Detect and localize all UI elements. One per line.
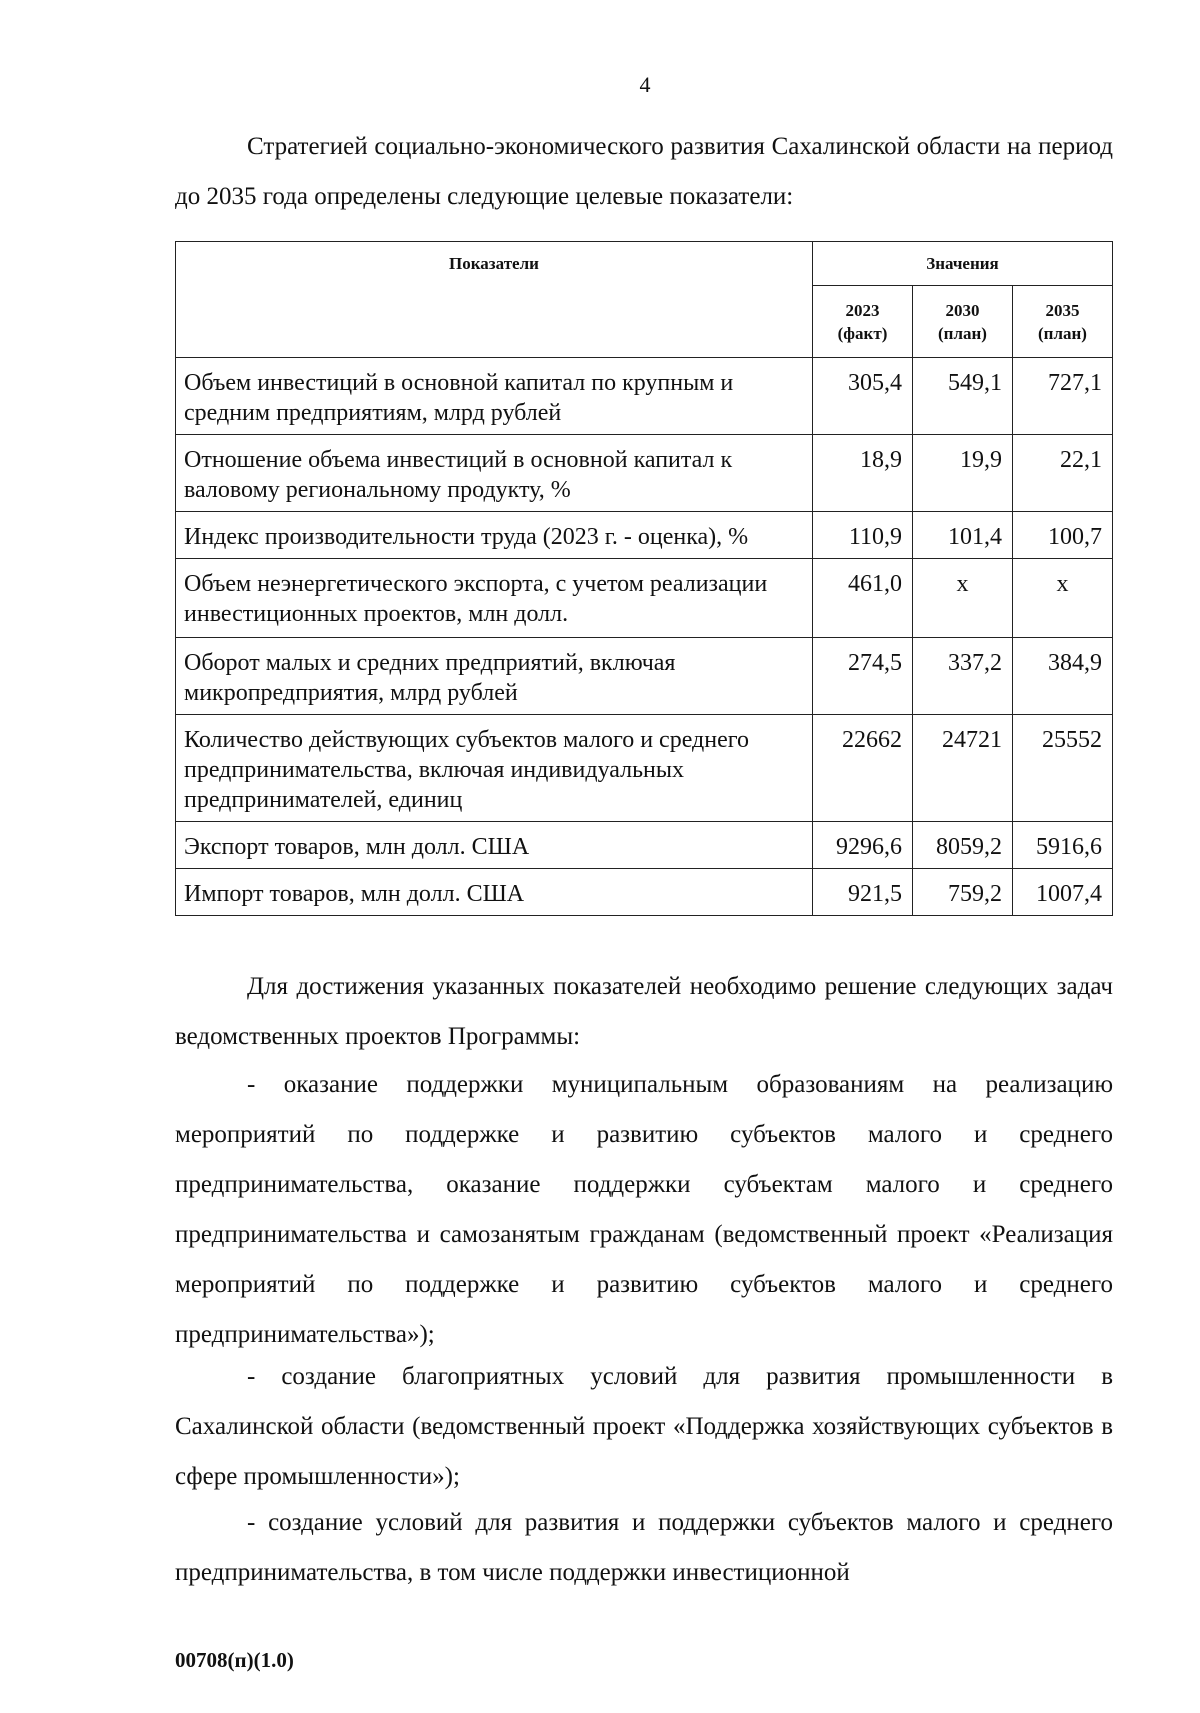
value-2030: 101,4: [913, 512, 1013, 559]
value-2023: 9296,6: [813, 822, 913, 869]
value-2035: 5916,6: [1013, 822, 1113, 869]
indicator-name: Отношение объема инвестиций в основной капитал к валовому региональному продукту, %: [176, 435, 813, 512]
header-values: Значения: [813, 242, 1113, 286]
indicators-table: [175, 241, 1113, 916]
bullet-paragraph: [175, 1498, 1113, 1598]
value-2023: 18,9: [813, 435, 913, 512]
indicator-name: Экспорт товаров, млн долл. США: [176, 822, 813, 869]
header-indicators: Показатели: [176, 242, 813, 358]
intro-paragraph: [175, 122, 1113, 222]
header-year-2023: [813, 286, 913, 358]
paragraph-text: - создание условий для развития и поддержки субъектов малого и среднего предпринимательства, в том числе поддержки инвестиционной: [175, 1509, 1113, 1586]
table-row: [176, 869, 1113, 916]
paragraph-text: Для достижения указанных показателей необходимо решение следующих задач ведомственных проектов Программы:: [175, 973, 1113, 1050]
value-2035: 727,1: [1013, 358, 1113, 435]
value-2035: х: [1013, 559, 1113, 638]
body-paragraph: [175, 962, 1113, 1062]
table-row: [176, 358, 1113, 435]
value-2030: 19,9: [913, 435, 1013, 512]
value-2035: 384,9: [1013, 638, 1113, 715]
bullet-paragraph: [175, 1352, 1113, 1502]
indicator-name: Объем инвестиций в основной капитал по крупным и средним предприятиям, млрд рублей: [176, 358, 813, 435]
table-row: [176, 715, 1113, 822]
value-2023: 921,5: [813, 869, 913, 916]
year-kind: (факт): [837, 323, 888, 343]
value-2030: 759,2: [913, 869, 1013, 916]
value-2030: х: [913, 559, 1013, 638]
value-2023: 274,5: [813, 638, 913, 715]
value-2030: 8059,2: [913, 822, 1013, 869]
value-2023: 461,0: [813, 559, 913, 638]
header-year-2030: [913, 286, 1013, 358]
table-row: [176, 638, 1113, 715]
value-2023: 110,9: [813, 512, 913, 559]
value-2030: 337,2: [913, 638, 1013, 715]
year-kind: (план): [1038, 323, 1087, 343]
header-year-2035: [1013, 286, 1113, 358]
value-2030: 24721: [913, 715, 1013, 822]
year-label: 2023: [845, 300, 880, 320]
value-2023: 305,4: [813, 358, 913, 435]
table-row: [176, 435, 1113, 512]
indicator-name: Количество действующих субъектов малого и среднего предпринимательства, включая индивидуальных предпринимателей, единиц: [176, 715, 813, 822]
year-label: 2035: [1045, 300, 1080, 320]
value-2035: 1007,4: [1013, 869, 1113, 916]
year-label: 2030: [945, 300, 980, 320]
table-row: [176, 512, 1113, 559]
indicator-name: Индекс производительности труда (2023 г. - оценка), %: [176, 512, 813, 559]
indicator-name: Оборот малых и средних предприятий, включая микропредприятия, млрд рублей: [176, 638, 813, 715]
page-number: 4: [639, 72, 651, 97]
paragraph-text: - оказание поддержки муниципальным образованиям на реализацию мероприятий по поддержке и развитию субъектов малого и среднего предпринимательства, оказание поддержки субъектам малого и среднего предпринимательства и самозанятым гражданам (ведомственный проект «Реализация мероприятий по поддержке и развитию субъектов малого и среднего предпринимательства»);: [175, 1071, 1113, 1348]
year-kind: (план): [938, 323, 987, 343]
value-2035: 22,1: [1013, 435, 1113, 512]
bullet-paragraph: [175, 1060, 1113, 1360]
table-row: [176, 822, 1113, 869]
value-2035: 100,7: [1013, 512, 1113, 559]
intro-text: Стратегией социально-экономического развития Сахалинской области на период до 2035 года определены следующие целевые показатели:: [175, 133, 1113, 210]
value-2023: 22662: [813, 715, 913, 822]
value-2035: 25552: [1013, 715, 1113, 822]
indicator-name: Объем неэнергетического экспорта, с учетом реализации инвестиционных проектов, млн долл.: [176, 559, 813, 638]
paragraph-text: - создание благоприятных условий для развития промышленности в Сахалинской области (ведомственный проект «Поддержка хозяйствующих субъектов в сфере промышленности»);: [175, 1363, 1113, 1490]
table-row: [176, 559, 1113, 638]
value-2030: 549,1: [913, 358, 1013, 435]
indicator-name: Импорт товаров, млн долл. США: [176, 869, 813, 916]
document-code: 00708(п)(1.0): [175, 1648, 294, 1672]
